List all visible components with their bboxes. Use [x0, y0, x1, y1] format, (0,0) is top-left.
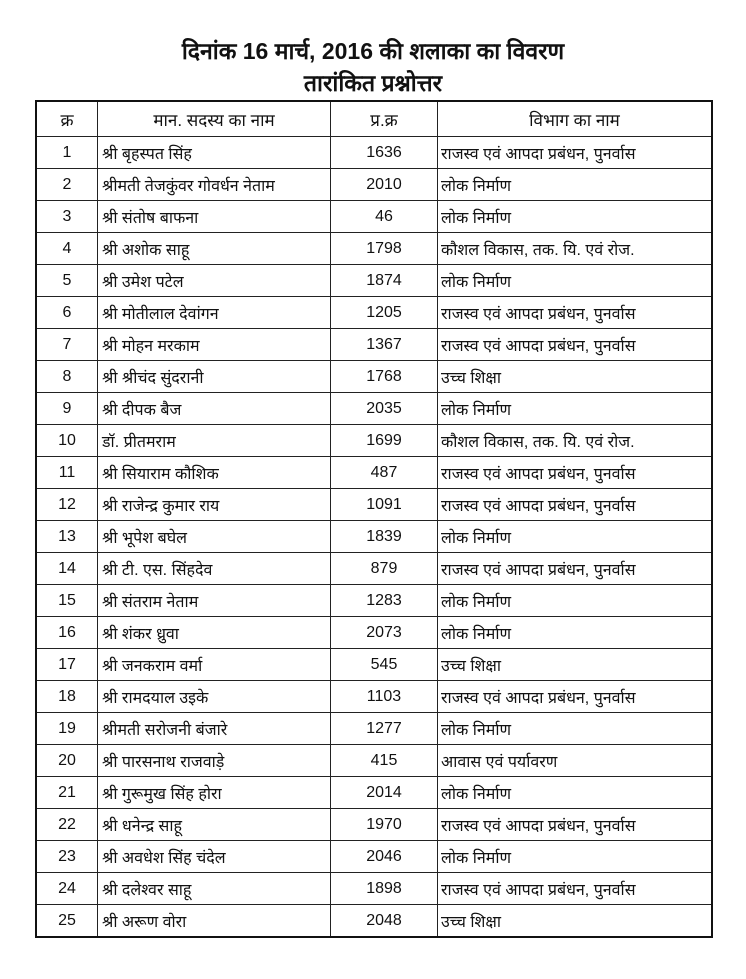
member-name-cell: श्री संतोष बाफना	[98, 201, 331, 233]
serial-cell: 25	[36, 905, 98, 938]
serial-cell: 3	[36, 201, 98, 233]
member-name-cell: श्री अशोक साहू	[98, 233, 331, 265]
question-number-cell: 2046	[331, 841, 438, 873]
table-row	[36, 425, 712, 457]
member-name-cell: श्री टी. एस. सिंहदेव	[98, 553, 331, 585]
member-name-cell: श्री भूपेश बघेल	[98, 521, 331, 553]
serial-cell: 5	[36, 265, 98, 297]
department-cell: राजस्व एवं आपदा प्रबंधन, पुनर्वास	[438, 489, 713, 521]
table-row	[36, 745, 712, 777]
table-row	[36, 617, 712, 649]
member-name-cell: श्री अरूण वोरा	[98, 905, 331, 938]
table-row	[36, 905, 712, 938]
question-number-cell: 545	[331, 649, 438, 681]
serial-cell: 17	[36, 649, 98, 681]
table-row	[36, 713, 712, 745]
department-cell: लोक निर्माण	[438, 521, 713, 553]
question-number-cell: 1636	[331, 137, 438, 169]
column-header-question-number: प्र.क्र	[331, 101, 438, 137]
question-number-cell: 2035	[331, 393, 438, 425]
column-header-member-name: मान. सदस्य का नाम	[98, 101, 331, 137]
question-number-cell: 1874	[331, 265, 438, 297]
serial-cell: 18	[36, 681, 98, 713]
table-row	[36, 873, 712, 905]
question-number-cell: 2048	[331, 905, 438, 938]
table-row	[36, 777, 712, 809]
question-number-cell: 415	[331, 745, 438, 777]
question-number-cell: 1103	[331, 681, 438, 713]
serial-cell: 19	[36, 713, 98, 745]
department-cell: लोक निर्माण	[438, 617, 713, 649]
question-number-cell: 1699	[331, 425, 438, 457]
member-name-cell: श्रीमती तेजकुंवर गोवर्धन नेताम	[98, 169, 331, 201]
department-cell: लोक निर्माण	[438, 585, 713, 617]
table-row	[36, 457, 712, 489]
department-cell: कौशल विकास, तक. यि. एवं रोज.	[438, 425, 713, 457]
question-number-cell: 1839	[331, 521, 438, 553]
table-row	[36, 329, 712, 361]
serial-cell: 12	[36, 489, 98, 521]
serial-cell: 16	[36, 617, 98, 649]
member-name-cell: श्रीमती सरोजनी बंजारे	[98, 713, 331, 745]
department-cell: राजस्व एवं आपदा प्रबंधन, पुनर्वास	[438, 873, 713, 905]
question-number-cell: 487	[331, 457, 438, 489]
table-row	[36, 553, 712, 585]
member-name-cell: श्री शंकर ध्रुवा	[98, 617, 331, 649]
member-name-cell: श्री गुरूमुख सिंह होरा	[98, 777, 331, 809]
serial-cell: 8	[36, 361, 98, 393]
department-cell: कौशल विकास, तक. यि. एवं रोज.	[438, 233, 713, 265]
question-number-cell: 2073	[331, 617, 438, 649]
table-row	[36, 233, 712, 265]
department-cell: आवास एवं पर्यावरण	[438, 745, 713, 777]
serial-cell: 9	[36, 393, 98, 425]
table-row	[36, 489, 712, 521]
serial-cell: 7	[36, 329, 98, 361]
table-row	[36, 841, 712, 873]
member-name-cell: डॉ. प्रीतमराम	[98, 425, 331, 457]
serial-cell: 6	[36, 297, 98, 329]
member-name-cell: श्री सियाराम कौशिक	[98, 457, 331, 489]
serial-cell: 13	[36, 521, 98, 553]
department-cell: लोक निर्माण	[438, 265, 713, 297]
department-cell: लोक निर्माण	[438, 777, 713, 809]
column-header-serial: क्र	[36, 101, 98, 137]
serial-cell: 2	[36, 169, 98, 201]
member-name-cell: श्री उमेश पटेल	[98, 265, 331, 297]
table-row	[36, 169, 712, 201]
department-cell: राजस्व एवं आपदा प्रबंधन, पुनर्वास	[438, 457, 713, 489]
department-cell: राजस्व एवं आपदा प्रबंधन, पुनर्वास	[438, 297, 713, 329]
question-number-cell: 2014	[331, 777, 438, 809]
department-cell: लोक निर्माण	[438, 841, 713, 873]
serial-cell: 23	[36, 841, 98, 873]
question-number-cell: 46	[331, 201, 438, 233]
column-header-department: विभाग का नाम	[438, 101, 713, 137]
department-cell: लोक निर्माण	[438, 393, 713, 425]
question-number-cell: 2010	[331, 169, 438, 201]
table-row	[36, 585, 712, 617]
document-title: दिनांक 16 मार्च, 2016 की शलाका का विवरण	[181, 38, 565, 64]
question-number-cell: 1367	[331, 329, 438, 361]
department-cell: उच्च शिक्षा	[438, 905, 713, 938]
question-number-cell: 1277	[331, 713, 438, 745]
member-name-cell: श्री राजेन्द्र कुमार राय	[98, 489, 331, 521]
question-number-cell: 879	[331, 553, 438, 585]
table-row	[36, 201, 712, 233]
department-cell: लोक निर्माण	[438, 713, 713, 745]
member-name-cell: श्री मोतीलाल देवांगन	[98, 297, 331, 329]
member-name-cell: श्री दलेश्वर साहू	[98, 873, 331, 905]
department-cell: लोक निर्माण	[438, 201, 713, 233]
member-name-cell: श्री मोहन मरकाम	[98, 329, 331, 361]
member-name-cell: श्री श्रीचंद सुंदरानी	[98, 361, 331, 393]
table-row	[36, 809, 712, 841]
table-row	[36, 521, 712, 553]
serial-cell: 21	[36, 777, 98, 809]
department-cell: लोक निर्माण	[438, 169, 713, 201]
document-subtitle: तारांकित प्रश्नोत्तर	[303, 70, 443, 96]
questions-table	[35, 100, 713, 938]
member-name-cell: श्री बृहस्पत सिंह	[98, 137, 331, 169]
question-number-cell: 1091	[331, 489, 438, 521]
department-cell: राजस्व एवं आपदा प्रबंधन, पुनर्वास	[438, 553, 713, 585]
serial-cell: 1	[36, 137, 98, 169]
member-name-cell: श्री पारसनाथ राजवाड़े	[98, 745, 331, 777]
member-name-cell: श्री जनकराम वर्मा	[98, 649, 331, 681]
department-cell: राजस्व एवं आपदा प्रबंधन, पुनर्वास	[438, 681, 713, 713]
serial-cell: 15	[36, 585, 98, 617]
member-name-cell: श्री अवधेश सिंह चंदेल	[98, 841, 331, 873]
table-header-row	[36, 101, 712, 137]
serial-cell: 24	[36, 873, 98, 905]
serial-cell: 10	[36, 425, 98, 457]
department-cell: उच्च शिक्षा	[438, 361, 713, 393]
question-number-cell: 1798	[331, 233, 438, 265]
table-row	[36, 393, 712, 425]
table-row	[36, 681, 712, 713]
question-number-cell: 1283	[331, 585, 438, 617]
table-row	[36, 137, 712, 169]
member-name-cell: श्री धनेन्द्र साहू	[98, 809, 331, 841]
department-cell: राजस्व एवं आपदा प्रबंधन, पुनर्वास	[438, 329, 713, 361]
table-row	[36, 649, 712, 681]
serial-cell: 11	[36, 457, 98, 489]
question-number-cell: 1898	[331, 873, 438, 905]
question-number-cell: 1768	[331, 361, 438, 393]
table-row	[36, 361, 712, 393]
serial-cell: 14	[36, 553, 98, 585]
department-cell: उच्च शिक्षा	[438, 649, 713, 681]
table-row	[36, 297, 712, 329]
member-name-cell: श्री रामदयाल उइके	[98, 681, 331, 713]
department-cell: राजस्व एवं आपदा प्रबंधन, पुनर्वास	[438, 809, 713, 841]
table-row	[36, 265, 712, 297]
question-number-cell: 1970	[331, 809, 438, 841]
department-cell: राजस्व एवं आपदा प्रबंधन, पुनर्वास	[438, 137, 713, 169]
serial-cell: 22	[36, 809, 98, 841]
question-number-cell: 1205	[331, 297, 438, 329]
member-name-cell: श्री दीपक बैज	[98, 393, 331, 425]
serial-cell: 20	[36, 745, 98, 777]
serial-cell: 4	[36, 233, 98, 265]
member-name-cell: श्री संतराम नेताम	[98, 585, 331, 617]
